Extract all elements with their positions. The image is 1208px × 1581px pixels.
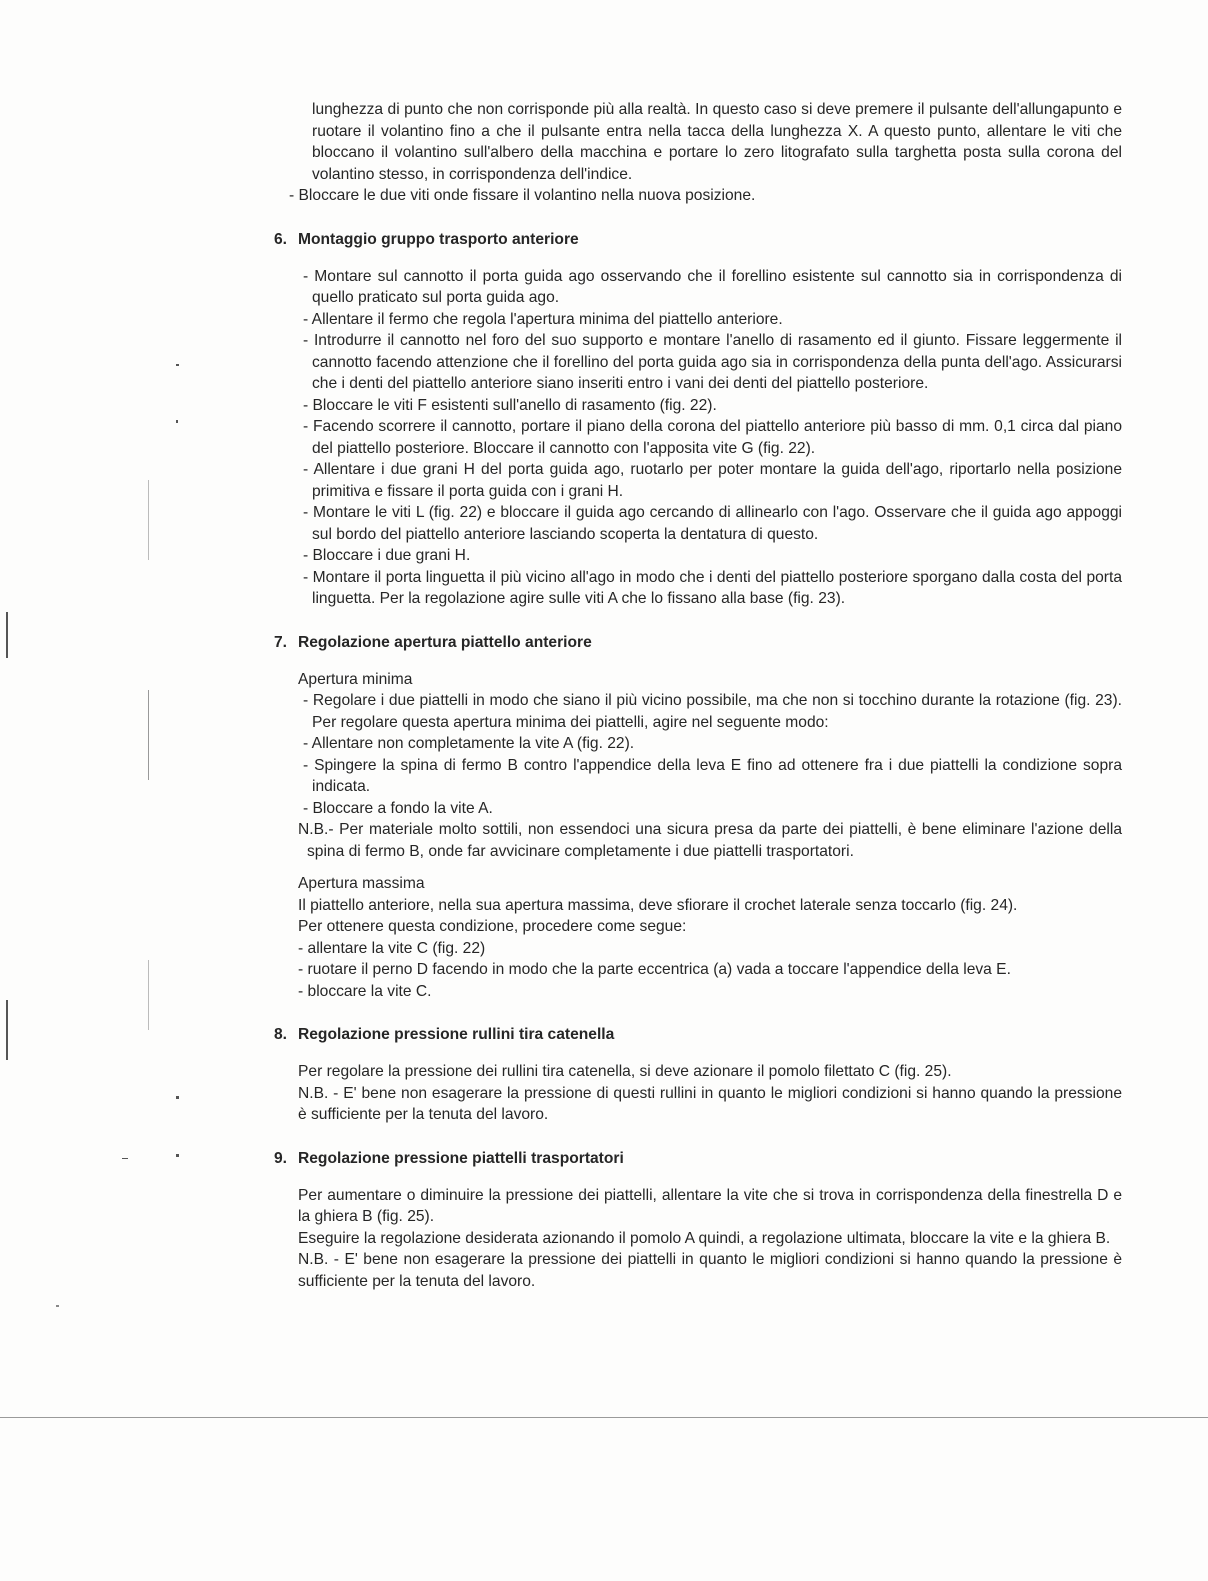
section-6-heading [274, 229, 1122, 250]
section-title: Montaggio gruppo trasporto anteriore [298, 230, 579, 248]
scan-mark [56, 1305, 59, 1307]
list-item: - Bloccare i due grani H. [303, 547, 471, 564]
scan-mark [176, 364, 179, 366]
list-item: - Allentare i due grani H del porta guida ago, ruotarlo per poter montare la guida dell'ago, riportarlo nella posizione primitiva e fissare il porta guida con i grani H. [303, 461, 1122, 500]
document-body [274, 99, 1122, 1292]
list-item: - Bloccare le viti F esistenti sull'anello di rasamento (fig. 22). [303, 396, 717, 414]
scan-mark [176, 1096, 179, 1099]
note-paragraph: N.B.- Per materiale molto sottili, non essendoci una sicura presa da parte dei piattelli, è bene eliminare l'azione della spina di fermo B, onde far avvicinare completamente i due piattelli trasportatori. [298, 821, 1122, 860]
scan-mark [148, 480, 149, 560]
scan-mark [6, 612, 8, 658]
note-paragraph: N.B. - E' bene non esagerare la pressione dei piattelli in quanto le migliori condizioni si hanno quando la pressione è sufficiente per la tenuta del lavoro. [298, 1251, 1122, 1290]
paragraph: Per regolare la pressione dei rullini tira catenella, si deve azionare il pomolo filettato C (fig. 25). [298, 1063, 952, 1080]
section-title: Regolazione pressione piattelli trasportatori [298, 1149, 624, 1167]
section-number: 9. [274, 1149, 288, 1167]
list-item: - Introdurre il cannotto nel foro del suo supporto e montare l'anello di rasamento ed il giunto. Fissare leggermente il cannotto facendo attenzione che il forellino del porta guida ago sia in corrispondenza della punta dell'ago. Assicurarsi che i denti del piattello anteriore siano inseriti entro i vani dei denti del piattello posteriore. [303, 332, 1122, 392]
list-item: - Allentare il fermo che regola l'apertura minima del piattello anteriore. [303, 310, 783, 328]
list-item: - ruotare il perno D facendo in modo che la parte eccentrica (a) vada a toccare l'appendice della leva E. [298, 961, 1011, 978]
list-item: - Spingere la spina di fermo B contro l'appendice della leva E fino ad ottenere fra i due piattelli la condizione sopra indicata. [303, 756, 1122, 795]
paragraph: Per aumentare o diminuire la pressione dei piattelli, allentare la vite che si trova in corrispondenza della finestrella D e la ghiera B (fig. 25). [298, 1186, 1122, 1225]
paragraph: Eseguire la regolazione desiderata azionando il pomolo A quindi, a regolazione ultimata, bloccare la vite e la ghiera B. [298, 1229, 1111, 1247]
list-item: - Allentare non completamente la vite A (fig. 22). [303, 735, 635, 752]
section-9-heading [274, 1148, 1122, 1169]
list-item: - Montare sul cannotto il porta guida ago osservando che il forellino esistente sul cannotto sia in corrispondenza di quello praticato sul porta guida ago. [303, 267, 1122, 306]
scan-mark [176, 420, 178, 423]
section-number: 6. [274, 230, 288, 248]
list-item: - Montare le viti L (fig. 22) e bloccare il guida ago cercando di allinearlo con l'ago. Osservare che il guida ago appoggi sul bordo del piattello anteriore lasciando scoperta la dentatura di questo. [303, 504, 1122, 543]
paragraph: Il piattello anteriore, nella sua apertura massima, deve sfiorare il crochet laterale senza toccarlo (fig. 24). [298, 896, 1018, 914]
scan-mark [148, 960, 149, 1030]
list-item: - Bloccare a fondo la vite A. [303, 799, 493, 817]
section-title: Regolazione pressione rullini tira catenella [298, 1026, 615, 1043]
list-item: - allentare la vite C (fig. 22) [298, 939, 486, 957]
subsection-label: Apertura minima [298, 670, 413, 688]
intro-paragraph: lunghezza di punto che non corrisponde più alla realtà. In questo caso si deve premere il pulsante dell'allungapunto e ruotare il volantino fino a che il pulsante entra nella tacca della lunghezza X. A questo punto, allentare le viti che bloccano il volantino sull'albero della macchina e portare lo zero litografato sulla targhetta posta sulla corona del volantino stesso, in corrispondenza dell'indice. [312, 101, 1122, 183]
scan-mark [148, 690, 149, 780]
section-8-heading [274, 1024, 1122, 1045]
section-number: 7. [274, 633, 288, 651]
scan-mark [6, 1000, 8, 1060]
list-item: - bloccare la vite C. [298, 982, 432, 1000]
note-paragraph: N.B. - E' bene non esagerare la pressione di questi rullini in quanto le migliori condizioni si hanno quando la pressione è sufficiente per la tenuta del lavoro. [298, 1084, 1122, 1123]
scan-mark [176, 1154, 179, 1157]
section-title: Regolazione apertura piattello anteriore [298, 633, 592, 651]
subsection-label: Apertura massima [298, 875, 425, 892]
list-item: - Regolare i due piattelli in modo che siano il più vicino possibile, ma che non si tocchino durante la rotazione (fig. 23). Per regolare questa apertura minima dei piattelli, agire nel seguente modo: [303, 692, 1122, 731]
list-item: - Montare il porta linguetta il più vicino all'ago in modo che i denti del piattello posteriore sporgano dalla costa del porta linguetta. Per la regolazione agire sulle viti A che lo fissano alla base (fig. 23). [303, 568, 1122, 607]
paragraph: Per ottenere questa condizione, procedere come segue: [298, 918, 687, 935]
list-item: - Facendo scorrere il cannotto, portare il piano della corona del piattello anteriore più basso di mm. 0,1 circa dal piano del piattello posteriore. Bloccare il cannotto con l'apposita vite G (fig. 22). [303, 418, 1122, 457]
section-7-heading [274, 632, 1122, 653]
intro-bullet: - Bloccare le due viti onde fissare il volantino nella nuova posizione. [289, 187, 756, 204]
section-number: 8. [274, 1026, 288, 1043]
horizontal-divider [0, 1417, 1208, 1418]
scan-mark [122, 1158, 128, 1159]
